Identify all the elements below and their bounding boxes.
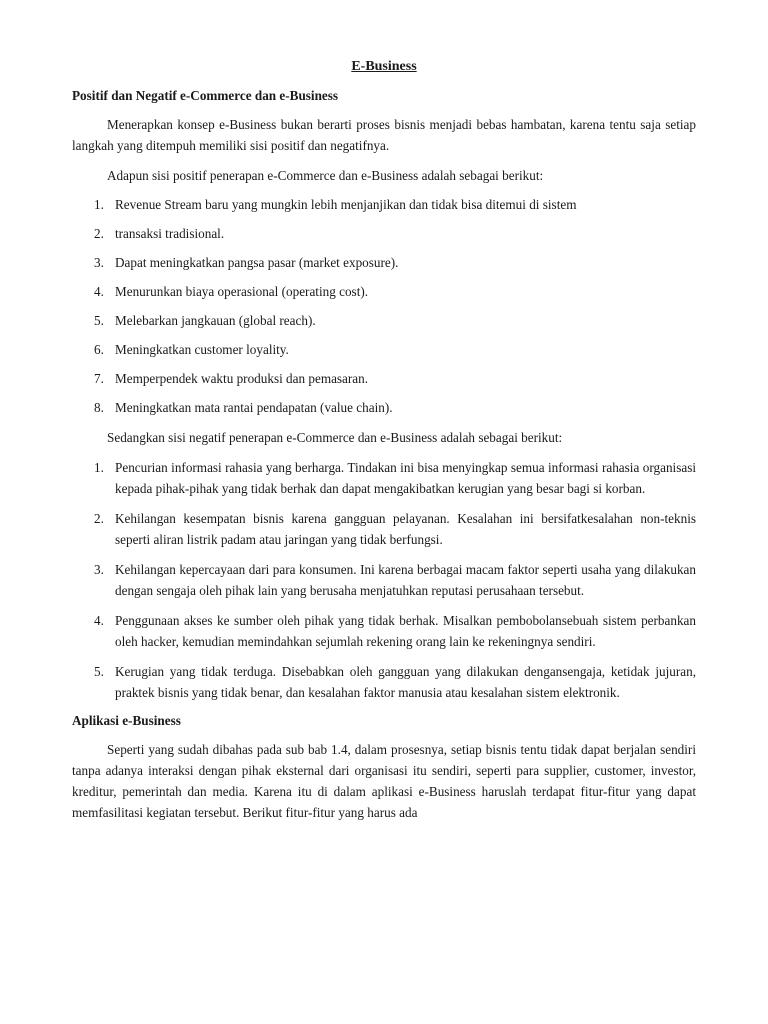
aplikasi-paragraph: Seperti yang sudah dibahas pada sub bab 1.4, dalam prosesnya, setiap bisnis tentu tidak dapat berjalan sendiri tanpa adanya interaksi dengan pihak eksternal dari organisasi itu sendiri, seperti para supplier, customer, investor, kreditur, pemerintah dan media. Karena itu di dalam aplikasi e-Business haruslah terdapat fitur-fitur yang dapat memfasilitasi kegiatan tersebut. Berikut fitur-fitur yang harus ada	[72, 742, 696, 820]
list-item-text: Dapat meningkatkan pangsa pasar (market exposure).	[115, 255, 399, 270]
list-item	[72, 195, 696, 215]
intro-paragraph: Menerapkan konsep e-Business bukan berarti proses bisnis menjadi bebas hambatan, karena tentu saja setiap langkah yang ditempuh memiliki sisi positif dan negatifnya.	[72, 117, 696, 153]
section-heading-positif-negatif: Positif dan Negatif e-Commerce dan e-Business	[72, 88, 339, 103]
list-item-text: Kehilangan kepercayaan dari para konsumen. Ini karena berbagai macam faktor seperti usaha yang dilakukan dengan sengaja oleh pihak lain yang berusaha menjatuhkan reputasi perusahaan tersebut.	[115, 562, 696, 598]
list-item-text: Meningkatkan mata rantai pendapatan (value chain).	[115, 400, 393, 415]
positive-intro-paragraph: Adapun sisi positif penerapan e-Commerce dan e-Business adalah sebagai berikut:	[107, 168, 544, 183]
list-number: 8.	[94, 400, 104, 415]
document-title: E-Business	[351, 59, 417, 74]
list-number: 5.	[94, 313, 104, 328]
list-number: 3.	[94, 562, 104, 577]
list-item	[72, 253, 696, 273]
list-item-text: Melebarkan jangkauan (global reach).	[115, 313, 316, 328]
list-number: 1.	[94, 460, 104, 475]
list-item-text: Meningkatkan customer loyality.	[115, 342, 289, 357]
list-number: 6.	[94, 342, 104, 357]
list-number: 4.	[94, 284, 104, 299]
list-item	[72, 282, 696, 302]
negative-intro-paragraph: Sedangkan sisi negatif penerapan e-Commerce dan e-Business adalah sebagai berikut:	[107, 430, 563, 445]
positive-list	[72, 195, 696, 418]
list-number: 5.	[94, 664, 104, 679]
list-number: 1.	[94, 197, 104, 212]
list-item	[72, 610, 696, 652]
list-item-text: Kehilangan kesempatan bisnis karena gangguan pelayanan. Kesalahan ini bersifatkesalahan non-teknis seperti aliran listrik padam atau jaringan yang tidak berfungsi.	[115, 511, 696, 547]
list-number: 4.	[94, 613, 104, 628]
list-item	[72, 457, 696, 499]
list-item-text: Kerugian yang tidak terduga. Disebabkan oleh gangguan yang dilakukan dengansengaja, ketidak jujuran, praktek bisnis yang tidak benar, dan kesalahan faktor manusia atau kesalahan sistem elektronik.	[115, 664, 696, 700]
list-item	[72, 340, 696, 360]
list-number: 2.	[94, 226, 104, 241]
list-item-text: transaksi tradisional.	[115, 226, 225, 241]
list-number: 3.	[94, 255, 104, 270]
list-item	[72, 559, 696, 601]
section-heading-aplikasi: Aplikasi e-Business	[72, 713, 181, 728]
list-item	[72, 369, 696, 389]
list-item-text: Revenue Stream baru yang mungkin lebih menjanjikan dan tidak bisa ditemui di sistem	[115, 197, 577, 212]
list-item	[72, 661, 696, 703]
list-item-text: Pencurian informasi rahasia yang berharga. Tindakan ini bisa menyingkap semua informasi rahasia organisasi kepada pihak-pihak yang tidak berhak dan dapat mengakibatkan kerugian yang besar bagi si korban.	[115, 460, 696, 496]
list-item-text: Memperpendek waktu produksi dan pemasaran.	[115, 371, 369, 386]
list-number: 7.	[94, 371, 104, 386]
list-number: 2.	[94, 511, 104, 526]
list-item	[72, 224, 696, 244]
list-item	[72, 398, 696, 418]
list-item	[72, 508, 696, 550]
negative-list	[72, 457, 696, 703]
list-item-text: Penggunaan akses ke sumber oleh pihak yang tidak berhak. Misalkan pembobolansebuah sistem perbankan oleh hacker, kemudian memindahkan sejumlah rekening orang lain ke rekeningnya sendiri.	[115, 613, 696, 649]
list-item	[72, 311, 696, 331]
list-item-text: Menurunkan biaya operasional (operating cost).	[115, 284, 369, 299]
